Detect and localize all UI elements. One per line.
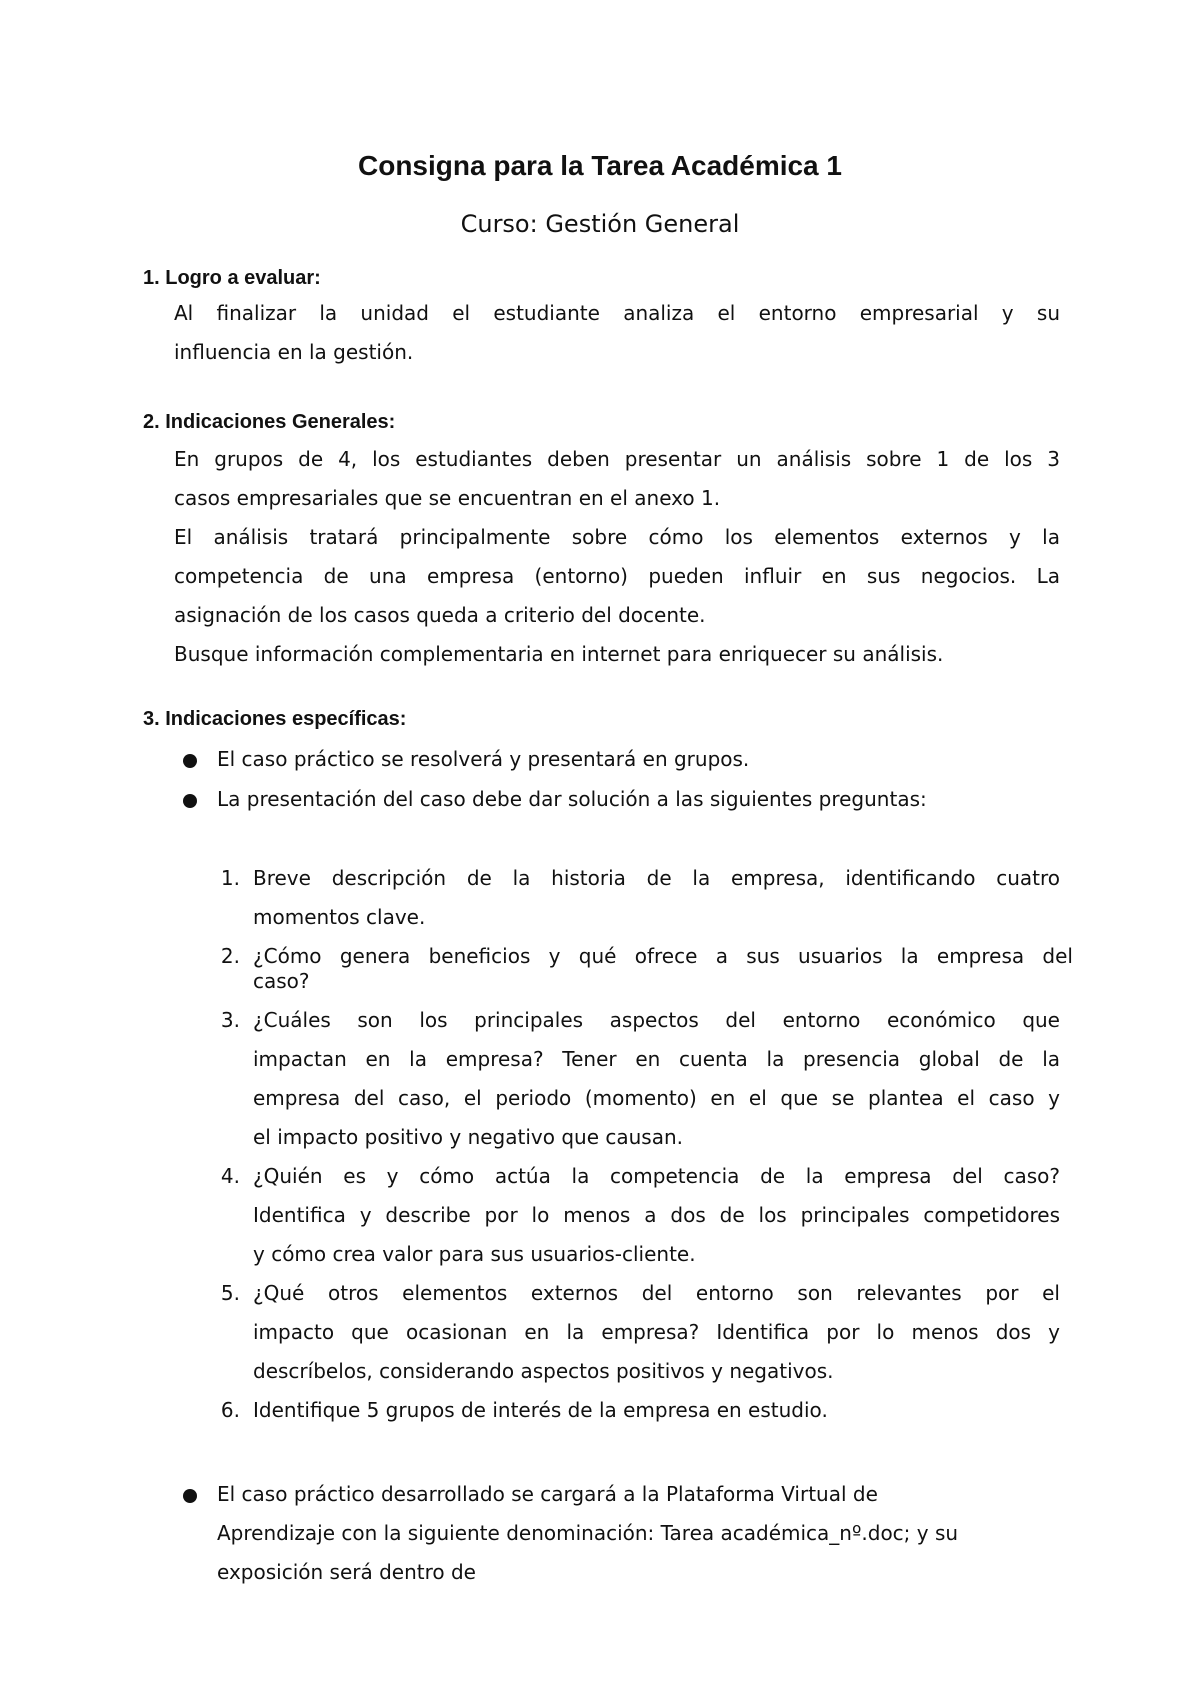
section-heading-logro: 1. Logro a evaluar: [143, 267, 321, 289]
bullet-item: El caso práctico desarrollado se cargará a la Plataforma Virtual de [217, 1482, 878, 1506]
bullet-item-line: Aprendizaje con la siguiente denominación: Tarea académica_nº.doc; y su [217, 1521, 959, 1545]
list-number: 2. [220, 944, 240, 968]
bullet-item-line: exposición será dentro de [217, 1560, 476, 1584]
bullet-icon [183, 794, 197, 808]
question-line: descríbelos, considerando aspectos positivos y negativos. [253, 1359, 834, 1383]
section-heading-indicaciones-generales: 2. Indicaciones Generales: [143, 411, 396, 433]
paragraph-line: asignación de los casos queda a criterio del docente. [174, 603, 706, 627]
bullet-icon [183, 1489, 197, 1503]
document-title: Consigna para la Tarea Académica 1 [358, 150, 842, 181]
list-number: 3. [220, 1008, 240, 1032]
question-line: momentos clave. [253, 905, 426, 929]
question-line: y cómo crea valor para sus usuarios-cliente. [253, 1242, 696, 1266]
question-line: el impacto positivo y negativo que causan. [253, 1125, 683, 1149]
bullet-icon [183, 754, 197, 768]
paragraph-line: casos empresariales que se encuentran en el anexo 1. [174, 486, 721, 510]
paragraph-line: influencia en la gestión. [174, 340, 414, 364]
section-heading-indicaciones-especificas: 3. Indicaciones específicas: [143, 708, 407, 730]
paragraph-line: El análisis tratará principalmente sobre cómo los elementos externos y la [174, 525, 1060, 549]
list-number: 6. [220, 1398, 240, 1422]
question-line: Identifique 5 grupos de interés de la empresa en estudio. [253, 1398, 828, 1422]
list-number: 1. [220, 866, 240, 890]
question-line: ¿Qué otros elementos externos del entorno son relevantes por el [253, 1281, 1060, 1305]
course-subtitle: Curso: Gestión General [460, 210, 740, 238]
paragraph-line: competencia de una empresa (entorno) pueden influir en sus negocios. La [174, 564, 1060, 588]
question-line: ¿Quién es y cómo actúa la competencia de la empresa del caso? [253, 1164, 1060, 1188]
bullet-item: La presentación del caso debe dar solución a las siguientes preguntas: [217, 787, 927, 811]
list-number: 5. [220, 1281, 240, 1305]
paragraph-line: Al finalizar la unidad el estudiante analiza el entorno empresarial y su [174, 301, 1060, 325]
question-line: ¿Cómo genera beneficios y qué ofrece a sus usuarios la empresa del [253, 944, 1073, 968]
bullet-item: El caso práctico se resolverá y presentará en grupos. [217, 747, 750, 771]
question-line: Identifica y describe por lo menos a dos de los principales competidores [253, 1203, 1060, 1227]
question-line: Breve descripción de la historia de la empresa, identificando cuatro [253, 866, 1060, 890]
question-line: impacto que ocasionan en la empresa? Identifica por lo menos dos y [253, 1320, 1060, 1344]
paragraph-line: En grupos de 4, los estudiantes deben presentar un análisis sobre 1 de los 3 [174, 447, 1060, 471]
question-line: empresa del caso, el periodo (momento) en el que se plantea el caso y [253, 1086, 1060, 1110]
question-line: impactan en la empresa? Tener en cuenta la presencia global de la [253, 1047, 1060, 1071]
question-line: ¿Cuáles son los principales aspectos del entorno económico que [253, 1008, 1060, 1032]
question-line: caso? [253, 969, 310, 993]
paragraph-line: Busque información complementaria en internet para enriquecer su análisis. [174, 642, 944, 666]
list-number: 4. [220, 1164, 240, 1188]
